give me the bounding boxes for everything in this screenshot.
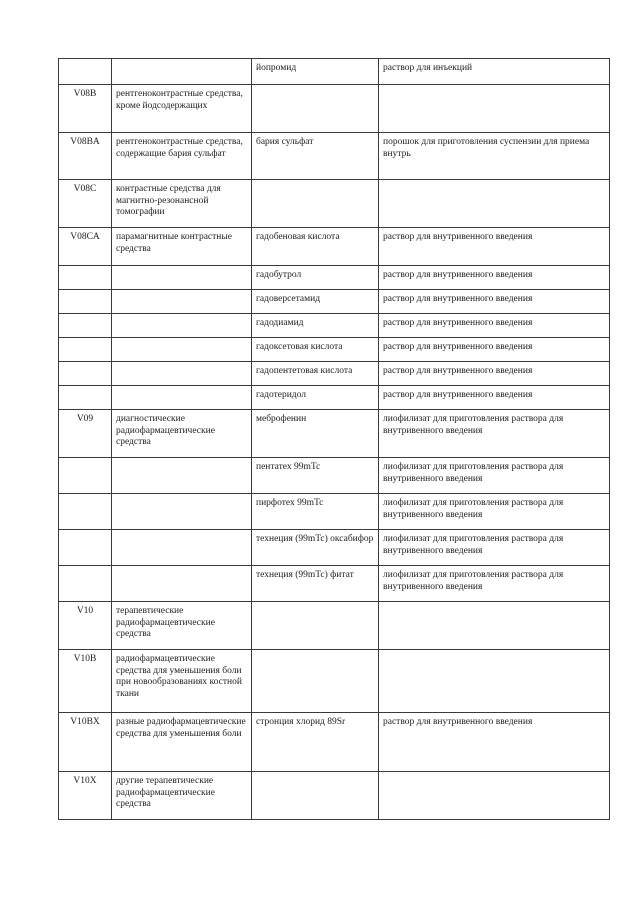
inn-cell — [252, 772, 379, 820]
table-row — [59, 772, 610, 820]
group-name-cell — [112, 338, 252, 362]
dosage-form-cell: раствор для внутривенного введения — [379, 266, 610, 290]
dosage-form-cell — [379, 85, 610, 133]
table-row — [59, 314, 610, 338]
inn-cell: пирфотех 99mTc — [252, 494, 379, 530]
inn-cell: пентатех 99mTc — [252, 458, 379, 494]
table-row — [59, 362, 610, 386]
group-name-cell — [112, 386, 252, 410]
dosage-form-cell: лиофилизат для приготовления раствора для внутривенного введения — [379, 410, 610, 458]
inn-cell: гадодиамид — [252, 314, 379, 338]
dosage-form-cell: раствор для внутривенного введения — [379, 362, 610, 386]
table-row — [59, 386, 610, 410]
inn-cell: стронция хлорид 89Sr — [252, 713, 379, 772]
atc-code-cell — [59, 566, 112, 602]
dosage-form-cell: раствор для внутривенного введения — [379, 713, 610, 772]
atc-code-cell: V08BA — [59, 133, 112, 180]
inn-cell — [252, 85, 379, 133]
group-name-cell: контрастные средства для магнитно-резонансной томографии — [112, 180, 252, 228]
table-row — [59, 85, 610, 133]
inn-cell — [252, 180, 379, 228]
atc-code-cell — [59, 386, 112, 410]
group-name-cell: разные радиофармацевтические средства для уменьшения боли — [112, 713, 252, 772]
inn-cell: меброфенин — [252, 410, 379, 458]
dosage-form-cell: раствор для внутривенного введения — [379, 386, 610, 410]
group-name-cell — [112, 314, 252, 338]
group-name-cell — [112, 59, 252, 85]
atc-code-cell: V10BX — [59, 713, 112, 772]
atc-code-cell — [59, 458, 112, 494]
dosage-form-cell: раствор для внутривенного введения — [379, 290, 610, 314]
group-name-cell — [112, 290, 252, 314]
table-row — [59, 290, 610, 314]
group-name-cell: радиофармацевтические средства для уменьшения боли при новообразованиях костной ткани — [112, 650, 252, 713]
drug-classification-table — [58, 58, 610, 820]
group-name-cell — [112, 530, 252, 566]
table-row — [59, 494, 610, 530]
group-name-cell — [112, 494, 252, 530]
group-name-cell: рентгеноконтрастные средства, кроме йодсодержащих — [112, 85, 252, 133]
dosage-form-cell: раствор для внутривенного введения — [379, 338, 610, 362]
inn-cell: йопромид — [252, 59, 379, 85]
dosage-form-cell: лиофилизат для приготовления раствора для внутривенного введения — [379, 458, 610, 494]
inn-cell: технеция (99mTc) оксабифор — [252, 530, 379, 566]
dosage-form-cell — [379, 180, 610, 228]
dosage-form-cell: раствор для внутривенного введения — [379, 314, 610, 338]
table-row — [59, 133, 610, 180]
inn-cell: гадобутрол — [252, 266, 379, 290]
group-name-cell — [112, 566, 252, 602]
group-name-cell — [112, 458, 252, 494]
atc-code-cell — [59, 290, 112, 314]
atc-code-cell — [59, 59, 112, 85]
table-row — [59, 410, 610, 458]
table-row — [59, 338, 610, 362]
table-row — [59, 566, 610, 602]
group-name-cell — [112, 266, 252, 290]
inn-cell: гадотеридол — [252, 386, 379, 410]
inn-cell: гадопентетовая кислота — [252, 362, 379, 386]
table-body — [59, 59, 610, 820]
atc-code-cell — [59, 266, 112, 290]
inn-cell: бария сульфат — [252, 133, 379, 180]
dosage-form-cell: раствор для инъекций — [379, 59, 610, 85]
group-name-cell: рентгеноконтрастные средства, содержащие бария сульфат — [112, 133, 252, 180]
dosage-form-cell: лиофилизат для приготовления раствора для внутривенного введения — [379, 566, 610, 602]
dosage-form-cell: лиофилизат для приготовления раствора для внутривенного введения — [379, 530, 610, 566]
inn-cell — [252, 650, 379, 713]
group-name-cell: парамагнитные контрастные средства — [112, 228, 252, 266]
inn-cell: гадобеновая кислота — [252, 228, 379, 266]
atc-code-cell: V08B — [59, 85, 112, 133]
atc-code-cell — [59, 338, 112, 362]
table-row — [59, 650, 610, 713]
table-row — [59, 602, 610, 650]
inn-cell: гадоксетовая кислота — [252, 338, 379, 362]
dosage-form-cell — [379, 650, 610, 713]
inn-cell — [252, 602, 379, 650]
inn-cell: гадоверсетамид — [252, 290, 379, 314]
table-row — [59, 59, 610, 85]
atc-code-cell: V10 — [59, 602, 112, 650]
group-name-cell: терапевтические радиофармацевтические средства — [112, 602, 252, 650]
inn-cell: технеция (99mTc) фитат — [252, 566, 379, 602]
atc-code-cell: V10B — [59, 650, 112, 713]
atc-code-cell — [59, 362, 112, 386]
group-name-cell: другие терапевтические радиофармацевтические средства — [112, 772, 252, 820]
table-row — [59, 228, 610, 266]
dosage-form-cell: раствор для внутривенного введения — [379, 228, 610, 266]
table-row — [59, 713, 610, 772]
dosage-form-cell: лиофилизат для приготовления раствора для внутривенного введения — [379, 494, 610, 530]
atc-code-cell — [59, 314, 112, 338]
group-name-cell — [112, 362, 252, 386]
table-row — [59, 180, 610, 228]
table-row — [59, 530, 610, 566]
atc-code-cell — [59, 530, 112, 566]
dosage-form-cell — [379, 602, 610, 650]
atc-code-cell: V10X — [59, 772, 112, 820]
dosage-form-cell: порошок для приготовления суспензии для приема внутрь — [379, 133, 610, 180]
atc-code-cell: V08C — [59, 180, 112, 228]
atc-code-cell — [59, 494, 112, 530]
atc-code-cell: V09 — [59, 410, 112, 458]
atc-code-cell: V08CA — [59, 228, 112, 266]
table-row — [59, 458, 610, 494]
dosage-form-cell — [379, 772, 610, 820]
table-row — [59, 266, 610, 290]
group-name-cell: диагностические радиофармацевтические средства — [112, 410, 252, 458]
